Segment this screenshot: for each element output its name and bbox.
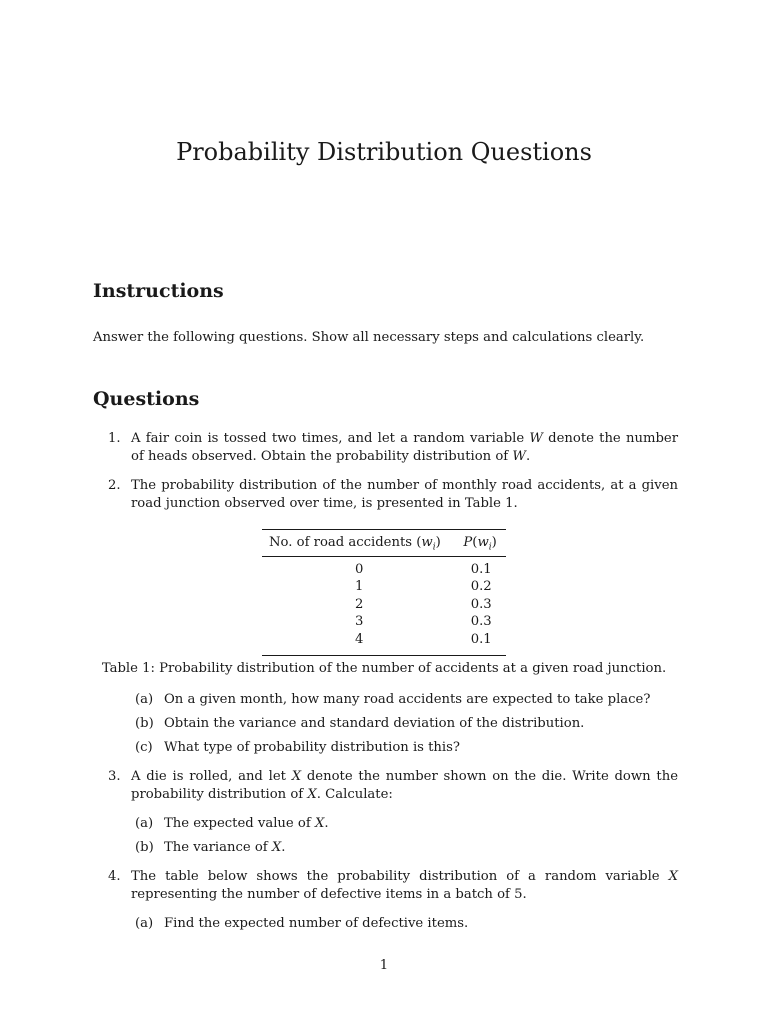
question-3: 3. A die is rolled, and let X denote the number shown on the die. Write down the probability distribution of X. Calculate: <box>108 769 678 802</box>
table-row <box>262 578 506 596</box>
table-cell: 0.3 <box>470 596 492 612</box>
table-cell: 2 <box>355 596 364 612</box>
table-caption: Table 1: Probability distribution of the number of accidents at a given road junction. <box>101 661 667 676</box>
question-4a: (a) Find the expected number of defective items. <box>135 916 469 931</box>
question-3b: (b) The variance of X. <box>135 840 286 855</box>
question-number: 4. <box>108 869 121 884</box>
question-number: 2. <box>108 478 121 493</box>
question-2a: (a) On a given month, how many road accidents are expected to take place? <box>135 692 651 707</box>
question-2: 2. The probability distribution of the number of monthly road accidents, at a given road junction observed over time, is presented in Table 1. <box>108 478 678 511</box>
accidents-distribution-table <box>262 529 506 656</box>
column-header-accidents: No. of road accidents $(w_i)$ <box>269 535 441 553</box>
question-3a: (a) The expected value of X. <box>135 816 329 831</box>
table-cell: 0.1 <box>470 561 492 577</box>
table-cell: 3 <box>355 614 364 630</box>
table-header-row <box>262 530 506 557</box>
question-4: 4. The table below shows the probability distribution of a random variable X representing the number of defective items in a batch of 5. <box>108 869 678 902</box>
document-title: Probability Distribution Questions <box>176 138 592 166</box>
question-2b: (b) Obtain the variance and standard deviation of the distribution. <box>135 716 585 731</box>
variable-w: W <box>529 431 543 446</box>
table-cell: 4 <box>355 632 364 648</box>
table-cell: 1 <box>355 579 364 595</box>
column-header-probability: $P(w_i)$ <box>463 535 497 553</box>
table-row <box>262 556 506 578</box>
table-row <box>262 631 506 655</box>
table-cell: 0.2 <box>470 579 492 595</box>
instructions-text: Answer the following questions. Show all necessary steps and calculations clearly. <box>93 330 645 345</box>
question-1: 1. A fair coin is tossed two times, and let a random variable W denote the number of heads observed. Obtain the probability distribution of W. <box>108 431 678 464</box>
table-row <box>262 613 506 631</box>
table-cell: 0.1 <box>470 632 492 648</box>
table-cell: 0.3 <box>470 614 492 630</box>
table-row <box>262 596 506 614</box>
question-number: 1. <box>108 431 121 446</box>
instructions-heading: Instructions <box>93 280 224 302</box>
table-cell: 0 <box>355 561 364 577</box>
questions-heading: Questions <box>93 388 200 410</box>
question-number: 3. <box>108 769 121 784</box>
question-list-bottom <box>93 691 678 933</box>
question-2c: (c) What type of probability distribution is this? <box>135 740 460 755</box>
question-list-top <box>93 430 678 513</box>
page-number: 1 <box>379 958 389 973</box>
variable-w: W <box>512 449 526 464</box>
